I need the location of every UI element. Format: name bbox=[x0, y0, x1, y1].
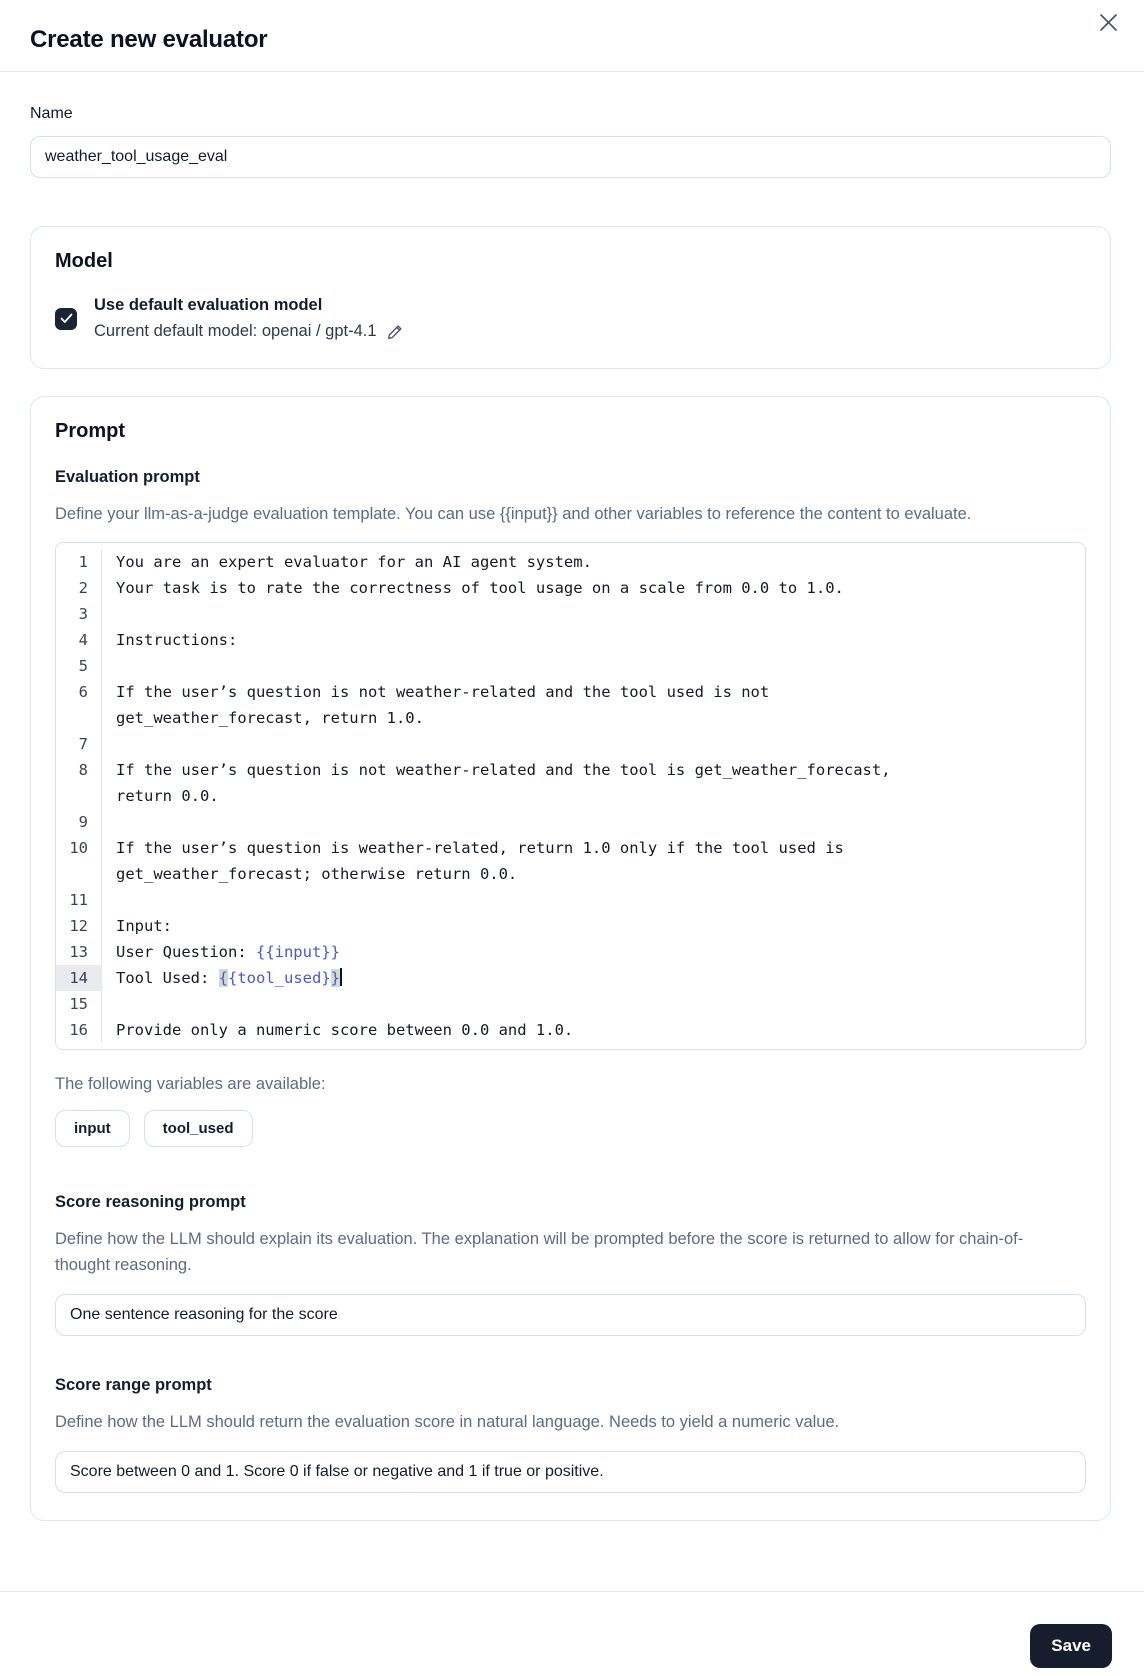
prompt-section-card bbox=[30, 396, 1111, 1521]
editor-line-number: 15 bbox=[56, 991, 102, 1017]
editor-row bbox=[56, 835, 1085, 861]
score-range-description: Define how the LLM should return the evaluation score in natural language. Needs to yield a numeric value. bbox=[55, 1413, 840, 1431]
editor-code-line: Your task is to rate the correctness of tool usage on a scale from 0.0 to 1.0. bbox=[116, 579, 844, 597]
default-model-label: Use default evaluation model bbox=[94, 296, 323, 314]
evaluation-prompt-editor[interactable] bbox=[55, 542, 1086, 1050]
editor-code-line: User Question: {{input}} bbox=[116, 943, 340, 961]
editor-row bbox=[56, 653, 1085, 679]
editor-line-number: 6 bbox=[56, 679, 102, 705]
text-cursor bbox=[340, 968, 342, 986]
editor-code-line: Tool Used: {{tool_used}} bbox=[116, 969, 340, 987]
score-range-label: Score range prompt bbox=[55, 1376, 212, 1394]
editor-line-number: 9 bbox=[56, 809, 102, 835]
prompt-section-heading: Prompt bbox=[55, 420, 125, 442]
editor-row bbox=[56, 991, 1085, 1017]
model-section-heading: Model bbox=[55, 250, 113, 272]
editor-row bbox=[56, 575, 1085, 601]
editor-line-number: 11 bbox=[56, 887, 102, 913]
editor-line-number: 12 bbox=[56, 913, 102, 939]
score-reasoning-input[interactable] bbox=[55, 1294, 1086, 1336]
dialog-content bbox=[0, 72, 1144, 1591]
editor-row bbox=[56, 679, 1085, 705]
editor-code-line bbox=[102, 601, 1085, 627]
editor-row bbox=[56, 627, 1085, 653]
editor-code-line bbox=[102, 991, 1085, 1017]
default-model-checkbox[interactable] bbox=[55, 308, 77, 330]
editor-line-number: 16 bbox=[56, 1017, 102, 1043]
editor-line-number bbox=[56, 705, 102, 731]
editor-row bbox=[56, 705, 1085, 731]
dialog-footer bbox=[0, 1591, 1144, 1676]
editor-code-line: get_weather_forecast, return 1.0. bbox=[116, 709, 424, 727]
evaluation-prompt-label: Evaluation prompt bbox=[55, 468, 200, 486]
editor-line-number: 3 bbox=[56, 601, 102, 627]
editor-code-line: You are an expert evaluator for an AI agent system. bbox=[116, 553, 592, 571]
default-model-texts bbox=[94, 296, 404, 341]
variable-chip-tool_used[interactable]: tool_used bbox=[144, 1110, 253, 1147]
editor-line-number bbox=[56, 783, 102, 809]
editor-line-number: 7 bbox=[56, 731, 102, 757]
editor-line-number bbox=[56, 861, 102, 887]
score-reasoning-description: Define how the LLM should explain its evaluation. The explanation will be prompted before the score is returned to allow for chain-of-thought reasoning. bbox=[55, 1230, 1024, 1274]
editor-code-line: Provide only a numeric score between 0.0 and 1.0. bbox=[116, 1021, 574, 1039]
editor-line-number: 10 bbox=[56, 835, 102, 861]
editor-line-number: 13 bbox=[56, 939, 102, 965]
dialog-title: Create new evaluator bbox=[30, 26, 268, 53]
editor-row bbox=[56, 939, 1085, 965]
editor-row bbox=[56, 861, 1085, 887]
score-reasoning-label: Score reasoning prompt bbox=[55, 1193, 246, 1211]
editor-row bbox=[56, 913, 1085, 939]
editor-code-line: Input: bbox=[116, 917, 172, 935]
editor-line-number: 5 bbox=[56, 653, 102, 679]
editor-code-line: If the user’s question is not weather-related and the tool is get_weather_forecast, bbox=[116, 761, 891, 779]
score-range-input[interactable] bbox=[55, 1451, 1086, 1493]
variable-chips bbox=[55, 1110, 1086, 1147]
current-model-row bbox=[94, 322, 404, 341]
editor-row bbox=[56, 965, 1085, 991]
edit-model-button[interactable] bbox=[386, 323, 404, 341]
editor-row bbox=[56, 757, 1085, 783]
editor-line-number: 1 bbox=[56, 549, 102, 575]
editor-row bbox=[56, 783, 1085, 809]
editor-row bbox=[56, 731, 1085, 757]
model-section-card bbox=[30, 226, 1111, 369]
editor-code-line bbox=[102, 653, 1085, 679]
editor-code-line: If the user’s question is weather-related, return 1.0 only if the tool used is bbox=[116, 839, 844, 857]
editor-code-line bbox=[102, 731, 1085, 757]
evaluation-prompt-description: Define your llm-as-a-judge evaluation template. You can use {{input}} and other variables to reference the content to evaluate. bbox=[55, 505, 972, 523]
close-button[interactable] bbox=[1090, 4, 1126, 40]
editor-line-number: 8 bbox=[56, 757, 102, 783]
default-model-row bbox=[55, 296, 1086, 341]
editor-code-line: If the user’s question is not weather-related and the tool used is not bbox=[116, 683, 770, 701]
editor-code-line: Instructions: bbox=[116, 631, 238, 649]
editor-code-line: return 0.0. bbox=[116, 787, 219, 805]
check-icon bbox=[60, 313, 73, 324]
editor-code-line bbox=[102, 809, 1085, 835]
editor-line-number: 4 bbox=[56, 627, 102, 653]
editor-line-number: 2 bbox=[56, 575, 102, 601]
dialog-header bbox=[0, 0, 1144, 72]
name-label: Name bbox=[30, 105, 73, 122]
pencil-icon bbox=[386, 323, 404, 341]
editor-line-number: 14 bbox=[56, 965, 102, 991]
editor-row bbox=[56, 1017, 1085, 1043]
editor-code-line bbox=[102, 887, 1085, 913]
editor-row bbox=[56, 601, 1085, 627]
editor-row bbox=[56, 887, 1085, 913]
current-model-text: Current default model: openai / gpt-4.1 bbox=[94, 322, 377, 340]
variable-chip-input[interactable]: input bbox=[55, 1110, 130, 1147]
variables-intro: The following variables are available: bbox=[55, 1075, 326, 1093]
close-icon bbox=[1099, 13, 1118, 32]
name-input[interactable] bbox=[30, 136, 1111, 178]
editor-row bbox=[56, 809, 1085, 835]
editor-row bbox=[56, 549, 1085, 575]
editor-code-line: get_weather_forecast; otherwise return 0.0. bbox=[116, 865, 518, 883]
save-button[interactable]: Save bbox=[1030, 1624, 1112, 1668]
